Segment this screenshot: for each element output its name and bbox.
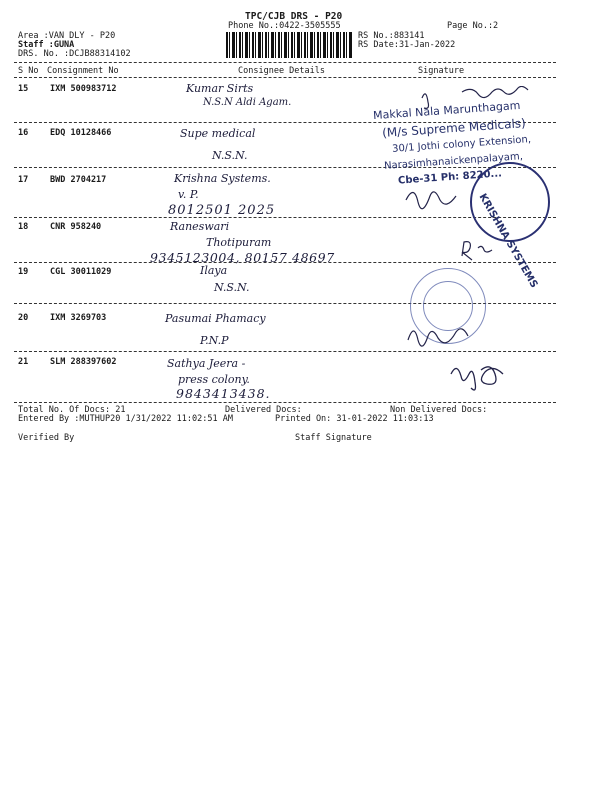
row-consignment: SLM 288397602 [50,357,117,367]
consignee-handwriting: press colony. [178,373,250,386]
consignee-handwriting: 8012501 2025 [168,203,276,218]
stamp-line: Cbe-31 Ph: 8220... [397,168,503,187]
area-label: Area :VAN DLY - P20 [18,31,116,41]
stamp-line: Narasimhanaickenpalayam, [383,151,524,172]
consignee-handwriting: N.S.N. [212,149,248,162]
delivered-docs: Delivered Docs: [225,405,302,415]
consignee-handwriting: P.N.P [200,334,229,347]
divider [14,351,556,352]
signature-scribble [456,236,496,262]
consignee-handwriting: Raneswari [170,220,230,233]
row-consignment: EDQ 10128466 [50,128,112,138]
divider [14,262,556,263]
consignee-handwriting: Pasumai Phamacy [165,312,266,325]
page-number: Page No.:2 [447,21,499,31]
consignee-handwriting: Kumar Sirts [186,82,254,95]
column-signature: Signature [418,66,465,76]
phone-number: Phone No.:0422-3505555 [228,21,341,31]
row-consignment: CNR 958240 [50,222,102,232]
consignee-handwriting: Supe medical [180,127,256,140]
entered-by: Entered By :MUTHUP20 1/31/2022 11:02:51 AM [18,414,233,424]
row-consignment: IXM 500983712 [50,84,117,94]
consignee-handwriting: 9843413438. [176,386,271,401]
document-title: TPC/CJB DRS - P20 [245,11,343,22]
row-sno: 17 [18,175,29,185]
signature-scribble [400,180,470,220]
row-sno: 21 [18,357,29,367]
consignee-handwriting: 9345123004, 80157 48697 [150,250,335,265]
consignee-handwriting: Sathya Jeera - [167,357,246,370]
divider [14,167,556,168]
column-consignment: Consignment No [47,66,119,76]
consignee-handwriting: v. P. [178,188,199,201]
consignee-handwriting: Ilaya [200,264,228,277]
non-delivered-docs: Non Delivered Docs: [390,405,488,415]
divider [14,77,556,78]
column-consignee: Consignee Details [238,66,325,76]
divider [14,402,556,403]
stamp-line: 30/1 Jothi colony Extension, [391,134,532,155]
round-stamp [470,162,550,290]
consignee-handwriting: N.S.N. [214,281,250,294]
row-sno: 16 [18,128,29,138]
row-consignment: BWD 2704217 [50,175,107,185]
row-consignment: IXM 3269703 [50,313,107,323]
consignee-handwriting: Thotipuram [206,236,272,249]
signature-scribble [404,318,474,352]
barcode [226,32,352,58]
drs-number: DRS. No. :DCJB88314102 [18,49,131,59]
column-sno: S No [18,66,39,76]
staff-signature: Staff Signature [295,433,372,443]
printed-on: Printed On: 31-01-2022 11:03:13 [275,414,434,424]
signature-scribble [445,360,515,396]
row-sno: 18 [18,222,29,232]
verified-by: Verified By [18,433,75,443]
row-sno: 19 [18,267,29,277]
rs-date: RS Date:31-Jan-2022 [358,40,456,50]
row-sno: 20 [18,313,29,323]
consignee-handwriting: N.S.N Aldi Agam. [203,97,292,108]
consignee-handwriting: Krishna Systems. [174,172,271,185]
round-stamp-text: KRISHNA SYSTEMS [476,192,540,290]
rs-number: RS No.:883141 [358,31,425,41]
row-consignment: CGL 30011029 [50,267,112,277]
stamp-line: (M/s Supreme Medicals) [381,116,527,140]
stamp-line: Makkal Nala Marunthagam [372,98,521,123]
staff-label: Staff :GUNA [18,40,75,50]
divider [14,62,556,63]
row-sno: 15 [18,84,29,94]
total-docs: Total No. Of Docs: 21 [18,405,126,415]
